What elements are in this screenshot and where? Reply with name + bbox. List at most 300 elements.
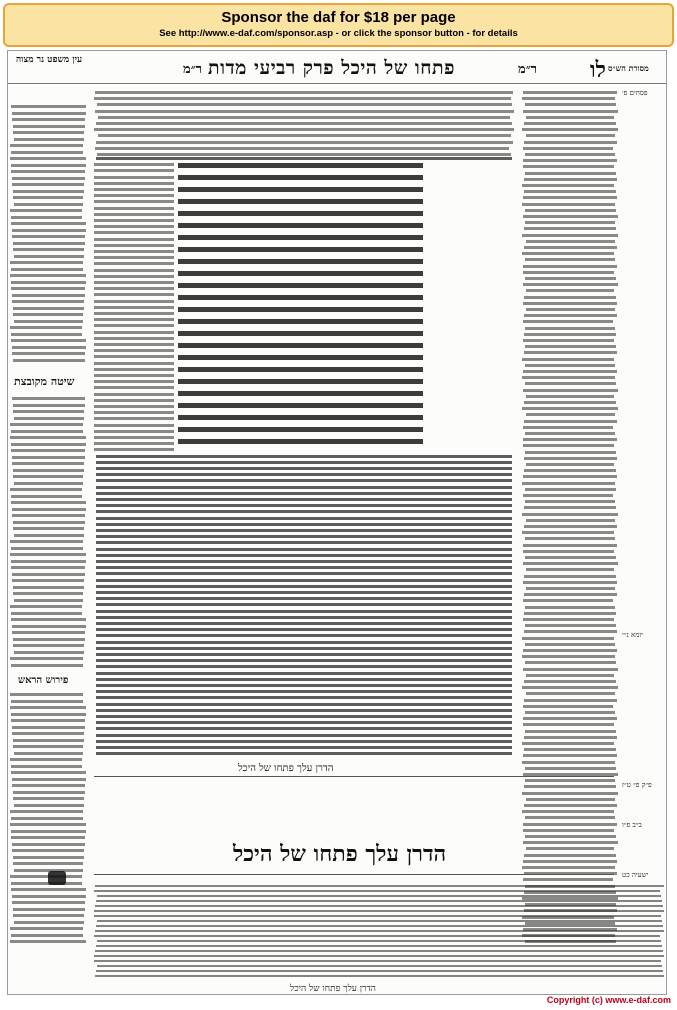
print-line xyxy=(96,529,512,532)
print-line xyxy=(11,333,82,336)
margin-note: יומא נ״י xyxy=(622,631,643,639)
print-line xyxy=(526,134,615,137)
print-line xyxy=(524,420,617,423)
print-line xyxy=(526,674,615,677)
print-line xyxy=(522,234,618,237)
print-line xyxy=(13,125,85,128)
print-line xyxy=(523,581,618,584)
print-line xyxy=(95,110,514,113)
print-line xyxy=(10,605,82,608)
print-line xyxy=(11,105,86,108)
print-line xyxy=(96,554,512,557)
print-line xyxy=(11,281,86,284)
print-line xyxy=(524,506,616,509)
print-line xyxy=(523,878,613,881)
print-line xyxy=(523,165,614,168)
print-line xyxy=(12,462,84,465)
print-line xyxy=(178,319,423,324)
print-line xyxy=(178,379,423,384)
print-line xyxy=(10,488,82,491)
print-line xyxy=(95,885,664,887)
print-line xyxy=(526,395,615,398)
print-line xyxy=(178,391,423,396)
print-line xyxy=(96,634,512,637)
print-line xyxy=(94,442,174,445)
print-line xyxy=(524,457,618,460)
print-line xyxy=(12,294,85,297)
print-line xyxy=(14,921,84,924)
print-line xyxy=(96,517,512,520)
print-line xyxy=(95,950,663,952)
print-line xyxy=(11,566,85,569)
print-line xyxy=(94,207,174,210)
print-line xyxy=(526,413,615,416)
print-line xyxy=(94,405,174,408)
print-line xyxy=(13,739,84,742)
print-line xyxy=(96,740,512,743)
print-line xyxy=(524,314,616,317)
print-line xyxy=(524,736,618,739)
print-line xyxy=(526,289,614,292)
print-line xyxy=(95,975,664,977)
print-line xyxy=(12,456,85,459)
print-line xyxy=(12,508,86,511)
left-commentary-column xyxy=(10,85,86,945)
print-line xyxy=(523,147,614,150)
print-line xyxy=(14,651,84,654)
print-line xyxy=(94,182,174,185)
footnotes-block xyxy=(94,883,664,983)
print-line xyxy=(12,573,85,576)
print-line xyxy=(523,754,617,757)
print-line xyxy=(95,930,664,932)
print-line xyxy=(525,556,616,559)
print-line xyxy=(523,265,617,268)
print-line xyxy=(96,709,512,712)
print-line xyxy=(522,482,615,485)
print-line xyxy=(94,424,174,427)
print-line xyxy=(13,797,84,800)
sponsor-title: Sponsor the daf for $18 per page xyxy=(221,9,456,26)
print-line xyxy=(11,430,83,433)
print-line xyxy=(524,748,615,751)
print-line xyxy=(523,841,617,844)
print-line xyxy=(524,525,617,528)
print-line xyxy=(11,164,86,167)
print-line xyxy=(13,131,84,134)
margin-note: ישעיה כט xyxy=(622,871,649,879)
print-line xyxy=(96,703,512,706)
print-line xyxy=(96,672,512,675)
print-line xyxy=(10,875,82,878)
print-line xyxy=(523,829,615,832)
print-line xyxy=(95,147,510,150)
print-line xyxy=(10,261,83,264)
print-line xyxy=(10,927,83,930)
print-line xyxy=(12,849,84,852)
print-line xyxy=(11,700,83,703)
print-line xyxy=(94,231,174,234)
print-line xyxy=(524,575,616,578)
daf-number: לו xyxy=(590,57,606,83)
print-line xyxy=(524,178,618,181)
print-line xyxy=(12,352,85,355)
print-line xyxy=(94,287,174,290)
print-line xyxy=(11,713,86,716)
print-line xyxy=(13,190,84,193)
print-line xyxy=(96,461,512,464)
print-line xyxy=(13,586,84,589)
print-line xyxy=(96,628,512,631)
print-line xyxy=(94,343,174,346)
print-line xyxy=(96,492,512,495)
print-line xyxy=(14,138,84,141)
print-line xyxy=(10,706,86,709)
print-line xyxy=(525,779,614,782)
print-line xyxy=(525,500,614,503)
print-line xyxy=(94,225,174,228)
print-line xyxy=(96,690,512,693)
print-line xyxy=(524,122,616,125)
print-line xyxy=(96,523,512,526)
print-line xyxy=(94,380,174,383)
print-line xyxy=(525,451,616,454)
print-line xyxy=(11,882,82,885)
print-line xyxy=(13,527,84,530)
print-line xyxy=(13,475,83,478)
print-line xyxy=(526,519,616,522)
header-rule xyxy=(8,83,666,84)
print-line xyxy=(522,655,614,658)
print-line xyxy=(13,638,85,641)
print-line xyxy=(96,535,512,538)
print-line xyxy=(523,91,617,94)
print-line xyxy=(94,368,174,371)
print-line xyxy=(96,455,512,458)
margin-note: פ״ק פ״ ט״ז xyxy=(622,781,652,789)
print-line xyxy=(11,268,83,271)
print-line xyxy=(94,256,174,259)
print-line xyxy=(178,259,423,264)
print-line xyxy=(523,475,617,478)
print-line xyxy=(10,326,82,329)
print-line xyxy=(523,649,617,652)
print-line xyxy=(525,172,616,175)
print-line xyxy=(12,229,86,232)
print-line xyxy=(94,324,174,327)
print-line xyxy=(178,427,423,432)
print-line xyxy=(10,758,82,761)
print-line xyxy=(13,856,84,859)
print-line xyxy=(95,91,513,94)
print-line xyxy=(94,163,174,166)
print-line xyxy=(13,914,84,917)
print-line xyxy=(13,862,83,865)
copyright-notice: Copyright (c) www.e-daf.com xyxy=(546,995,671,1005)
print-line xyxy=(96,510,512,513)
print-line xyxy=(94,374,174,377)
print-line xyxy=(525,103,616,106)
print-line xyxy=(524,785,616,788)
print-line xyxy=(526,463,614,466)
print-line xyxy=(94,960,661,962)
print-line xyxy=(523,705,614,708)
print-line xyxy=(11,612,82,615)
print-line xyxy=(14,320,83,323)
print-line xyxy=(98,116,511,119)
print-line xyxy=(526,587,615,590)
print-line xyxy=(525,382,616,385)
print-line xyxy=(96,548,512,551)
print-line xyxy=(10,144,83,147)
print-line xyxy=(96,541,512,544)
print-line xyxy=(13,592,83,595)
print-line xyxy=(94,306,174,309)
print-line xyxy=(523,562,617,565)
print-line xyxy=(96,684,512,687)
print-line xyxy=(12,177,85,180)
print-line xyxy=(95,905,663,907)
print-line xyxy=(94,910,664,912)
print-line xyxy=(11,817,83,820)
print-line xyxy=(526,798,616,801)
print-line xyxy=(13,404,85,407)
print-line xyxy=(14,752,83,755)
print-line xyxy=(94,219,174,222)
print-line xyxy=(96,734,512,737)
print-line xyxy=(525,277,616,280)
print-line xyxy=(525,488,617,491)
print-line xyxy=(523,544,617,547)
print-line xyxy=(12,895,86,898)
print-line xyxy=(523,823,617,826)
print-line xyxy=(524,469,615,472)
print-line xyxy=(11,443,86,446)
print-line xyxy=(97,940,661,942)
print-line xyxy=(10,657,83,660)
print-line xyxy=(525,643,616,646)
print-line xyxy=(526,847,614,850)
print-line xyxy=(524,699,617,702)
print-line xyxy=(526,308,615,311)
print-line xyxy=(523,215,618,218)
print-line xyxy=(523,444,614,447)
print-line xyxy=(523,717,616,720)
print-line xyxy=(14,804,84,807)
print-line xyxy=(11,888,86,891)
print-line xyxy=(10,553,86,556)
print-line xyxy=(11,216,82,219)
print-line xyxy=(94,355,174,358)
print-line xyxy=(94,430,174,433)
print-line xyxy=(178,223,423,228)
print-line xyxy=(96,900,662,902)
print-line xyxy=(11,934,83,937)
print-line xyxy=(96,659,512,662)
print-line xyxy=(96,752,512,755)
print-line xyxy=(524,804,617,807)
print-line xyxy=(523,196,617,199)
print-line xyxy=(94,169,174,172)
print-line xyxy=(522,252,613,255)
print-line xyxy=(525,327,615,330)
print-line xyxy=(522,184,614,187)
print-line xyxy=(13,410,84,413)
print-line xyxy=(96,746,512,749)
print-line xyxy=(94,393,174,396)
print-line xyxy=(178,331,423,336)
print-line xyxy=(11,830,86,833)
print-line xyxy=(525,835,616,838)
right-margin xyxy=(622,91,666,951)
print-line xyxy=(96,572,512,575)
print-line xyxy=(96,696,512,699)
print-line xyxy=(12,732,84,735)
print-line xyxy=(94,200,174,203)
print-line xyxy=(525,606,615,609)
print-line xyxy=(97,965,662,967)
print-line xyxy=(13,196,83,199)
print-line xyxy=(522,810,613,813)
sponsor-banner[interactable] xyxy=(3,3,674,47)
margin-note: ב״ב פ״ו xyxy=(622,821,642,829)
print-line xyxy=(96,616,512,619)
print-line xyxy=(13,745,83,748)
print-line xyxy=(96,925,663,927)
print-line xyxy=(96,579,512,582)
print-line xyxy=(14,417,84,420)
print-line xyxy=(94,275,174,278)
print-line xyxy=(11,339,86,342)
print-line xyxy=(178,199,423,204)
print-line xyxy=(12,118,85,121)
print-line xyxy=(10,436,86,439)
print-line xyxy=(94,250,174,253)
print-line xyxy=(523,723,614,726)
print-line xyxy=(522,742,614,745)
print-line xyxy=(525,364,616,367)
print-line xyxy=(94,194,174,197)
print-line xyxy=(525,209,617,212)
print-line xyxy=(14,203,83,206)
print-line xyxy=(524,593,616,596)
print-line xyxy=(97,920,662,922)
print-line xyxy=(94,281,174,284)
print-line xyxy=(96,566,512,569)
print-line xyxy=(97,153,511,156)
print-line xyxy=(525,258,615,261)
print-line xyxy=(523,426,614,429)
print-line xyxy=(10,209,82,212)
print-line xyxy=(96,498,512,501)
print-line xyxy=(96,597,512,600)
print-line xyxy=(12,726,85,729)
print-line xyxy=(523,283,617,286)
print-line xyxy=(522,128,617,131)
print-line xyxy=(522,358,614,361)
print-line xyxy=(525,711,615,714)
print-line xyxy=(178,403,423,408)
print-line xyxy=(11,547,83,550)
print-line xyxy=(94,337,174,340)
print-line xyxy=(94,399,174,402)
print-line xyxy=(11,170,85,173)
print-line xyxy=(10,157,86,160)
print-line xyxy=(524,854,616,857)
print-line xyxy=(12,300,84,303)
print-line xyxy=(94,269,174,272)
print-line xyxy=(94,417,174,420)
hadran-inline: הדרן עלך פתחו של היכל xyxy=(238,763,334,774)
amud-label-left: ר״מ xyxy=(183,62,203,77)
print-line xyxy=(522,792,618,795)
print-line xyxy=(12,784,85,787)
print-line xyxy=(13,242,85,245)
print-line xyxy=(524,227,616,230)
print-line xyxy=(526,240,616,243)
print-line xyxy=(94,411,174,414)
print-line xyxy=(94,176,174,179)
print-line xyxy=(525,730,616,733)
print-line xyxy=(96,479,512,482)
print-line xyxy=(11,560,86,563)
print-line xyxy=(523,302,618,305)
print-line xyxy=(96,945,662,947)
print-line xyxy=(96,715,512,718)
print-line xyxy=(12,579,84,582)
print-line xyxy=(10,423,83,426)
print-line xyxy=(523,370,617,373)
print-line xyxy=(178,175,423,180)
print-line xyxy=(178,295,423,300)
print-line xyxy=(94,915,661,917)
print-line xyxy=(523,110,618,113)
print-line xyxy=(12,625,86,628)
print-line xyxy=(94,238,174,241)
print-line xyxy=(524,333,617,336)
print-line xyxy=(94,890,660,892)
print-line xyxy=(11,287,85,290)
print-line xyxy=(178,439,423,444)
print-line xyxy=(94,188,174,191)
print-line xyxy=(178,211,423,216)
print-line xyxy=(94,318,174,321)
print-line xyxy=(522,376,614,379)
print-line xyxy=(11,495,82,498)
print-line xyxy=(94,312,174,315)
print-line xyxy=(523,271,615,274)
print-line xyxy=(96,504,512,507)
print-line xyxy=(12,843,85,846)
print-line xyxy=(10,693,83,696)
rashi-column xyxy=(522,87,618,947)
print-line xyxy=(98,134,511,137)
print-line xyxy=(96,647,512,650)
print-line xyxy=(94,436,174,439)
print-line xyxy=(524,246,617,249)
ein-mishpat-header: עין משפט נר מצוה xyxy=(16,55,83,65)
print-line xyxy=(522,407,617,410)
print-line xyxy=(11,618,86,621)
print-line xyxy=(96,721,512,724)
amud-label-right: ר״מ xyxy=(518,62,538,77)
print-line xyxy=(96,665,512,668)
print-line xyxy=(11,151,83,154)
print-line xyxy=(13,359,85,362)
print-line xyxy=(14,534,84,537)
print-line xyxy=(97,103,512,106)
print-line xyxy=(96,560,512,563)
